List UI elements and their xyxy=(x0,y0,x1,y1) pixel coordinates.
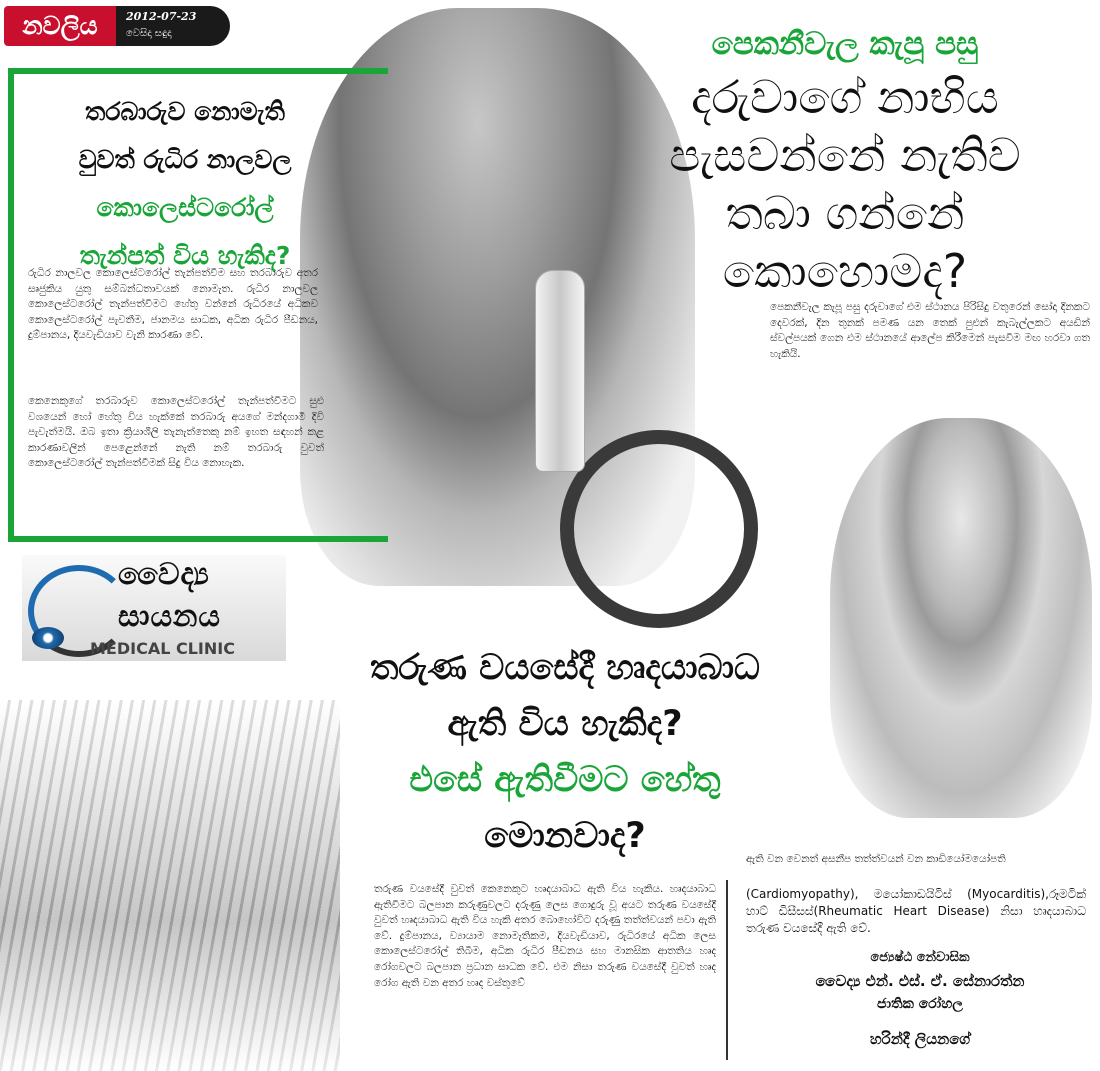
masthead xyxy=(4,6,230,46)
center-article-para: තරුණ වයසේදී වුවත් කෙනෙකුට හෘදයාබාධ ඇති විය හැකිය. හෘදයාබාධ ඇතිවීමට බලපාන කරුණුවලට දරුණු ලෙස ගොදුරු වූ අයට තරුණ වයසේදී වුවත් හෘදයාබාධ ඇති විය හැකි අතර බොහෝවිට දරුණු තත්ත්වයන් පවා ඇති වේ. දුම්පානය, ව්‍යායාම නොමැතිකම, දියවැඩියාව, රුධිරයේ අධික ලෙස කොලෙස්ටරෝල් තිබීම, අධික රුධිර පීඩනය සහ මානසික ආතතිය හෘද රෝගවලට බලපාන ප්‍රධාන සාධක වේ. එම නිසා තරුණ වයසේදී වුවත් හෘද රෝග ඇති වන අතර හෘද වස්තුවේ xyxy=(374,883,716,989)
center-headline-line4: මොනවාද? xyxy=(484,816,646,856)
right-headline-green: පෙකනීවැල කැපූ පසු xyxy=(711,26,979,62)
medical-clinic-logo xyxy=(22,555,286,661)
water-bottle-photo-detail xyxy=(535,270,585,472)
right-article-para: පෙකනීවැල කැපූ පසු දරුවාගේ එම ස්ථානය පිරිසිදු වතුරෙන් සෝදා දිනකට දෙවරක්, දින තුනක් පමණ යන තෙක් පුළුන් කැබැල්ලකට අයඩින් ස්වල්පයක් ගෙන එම ස්ථානයේ ආලේප කිරීමෙන් පැසවීම මඟ හරවා ගත හැකියි. xyxy=(770,301,1090,360)
byline-name: වෛද්‍ය එන්. එස්. ඒ. සේනාරත්න xyxy=(815,972,1025,990)
clinic-logo-line1: වෛද්‍ය xyxy=(118,557,210,592)
issue-date: 2012-07-23 xyxy=(126,10,197,23)
center-headline-line1: තරුණ වයසේදී හෘදයාබාධ xyxy=(370,648,760,688)
brand-logo[interactable]: නවලිය xyxy=(4,6,116,46)
center-article-para-right1: ඇති වන වෙනත් අසනීප තත්ත්වයන් වන කාඩියෝමයෝපති xyxy=(746,853,1006,865)
right-headline-line2: පැසවන්නේ නැතිව xyxy=(669,128,1021,182)
center-headline-line2: ඇති විය හැකිද? xyxy=(447,704,683,744)
left-headline-line3: කොලෙස්ටරෝල් xyxy=(96,193,274,222)
center-headline-line3: එසේ ඇතිවීමට හේතු xyxy=(409,760,721,800)
left-article-para1: රුධිර නාලවල කොලෙස්ටරෝල් තැන්පත්වීම සහ තරබාරුව අතර සෘජුකිය යුතු සම්බන්ධතාවයක් නොමැත. රුධිර නාලවල කොලෙස්ටරෝල් තැන්පත්වීමට හේතු වන්නේ රුධිරයේ අධිකව කොලෙස්ටරෝල් පැවතීම, ජානමය සාධක, අධික රුධිර පීඩනය, දුම්පානය, දියවැඩියාව වැනි කාරණා වේ. xyxy=(28,267,318,342)
right-headline-line4: කොහොමද? xyxy=(722,244,968,298)
stethoscope-head-icon xyxy=(32,627,64,649)
byline-hospital: ජාතික රෝහල xyxy=(877,996,963,1012)
date-box xyxy=(116,6,230,46)
exercise-bike-photo-detail xyxy=(560,430,758,628)
left-article-headline xyxy=(30,88,340,280)
clinic-logo-line3: MEDICAL CLINIC xyxy=(90,639,235,658)
center-article-headline xyxy=(330,640,800,864)
left-headline-line2: වුවත් රුධිර නාලවල xyxy=(78,145,292,174)
left-headline-line1: තරබාරුව නොමැති xyxy=(85,97,285,126)
man-photo-shade xyxy=(0,700,340,1071)
byline-title: ජ්‍යෙෂ්ඨ නේවාසික xyxy=(870,950,970,965)
clinic-logo-line2: සායනය xyxy=(118,599,221,634)
right-headline-line3: තබා ගන්නේ xyxy=(725,186,965,240)
column-divider xyxy=(726,880,728,1060)
left-article-para2: කෙනෙකුගේ තරබාරුව කොලෙස්ටරෝල් තැන්පත්වීමට සුළු වශයෙන් හෝ හේතු විය හැක්කේ තරබාරු අයගේ මන්දගාමී දිවි පැවැත්මයි. ඔබ ඉතා ක්‍රියාශීලි තැනැත්තෙකු නම් ඉහත සඳහන් කළ කාරණාවලින් පෙළෙන්නේ නැති නම් තරබාරු වුවත් කොලෙස්ටරෝල් තැන්පත්වීමක් සිදු විය නොහැක. xyxy=(28,395,324,470)
byline-writer: හරින්දී ලියනගේ xyxy=(869,1030,971,1048)
right-headline-line1: දරුවාගේ නාභිය xyxy=(691,70,999,124)
right-article-headline xyxy=(600,20,1090,300)
center-article-para-right2: (Cardiomyopathy), මයෝකාඩයිටිස් (Myocarditis),රූමටික් හාට් ඩිසීසස්(Rheumatic Heart Disease) නිසා හෘදයාබාධ තරුණ වයසේදී ඇති වේ. xyxy=(746,887,1086,935)
issue-day: වෙසිදා සඳුදා xyxy=(126,28,172,39)
left-headline-line4: තැන්පත් විය හැකිද? xyxy=(79,241,291,270)
baby-photo xyxy=(830,418,1092,818)
